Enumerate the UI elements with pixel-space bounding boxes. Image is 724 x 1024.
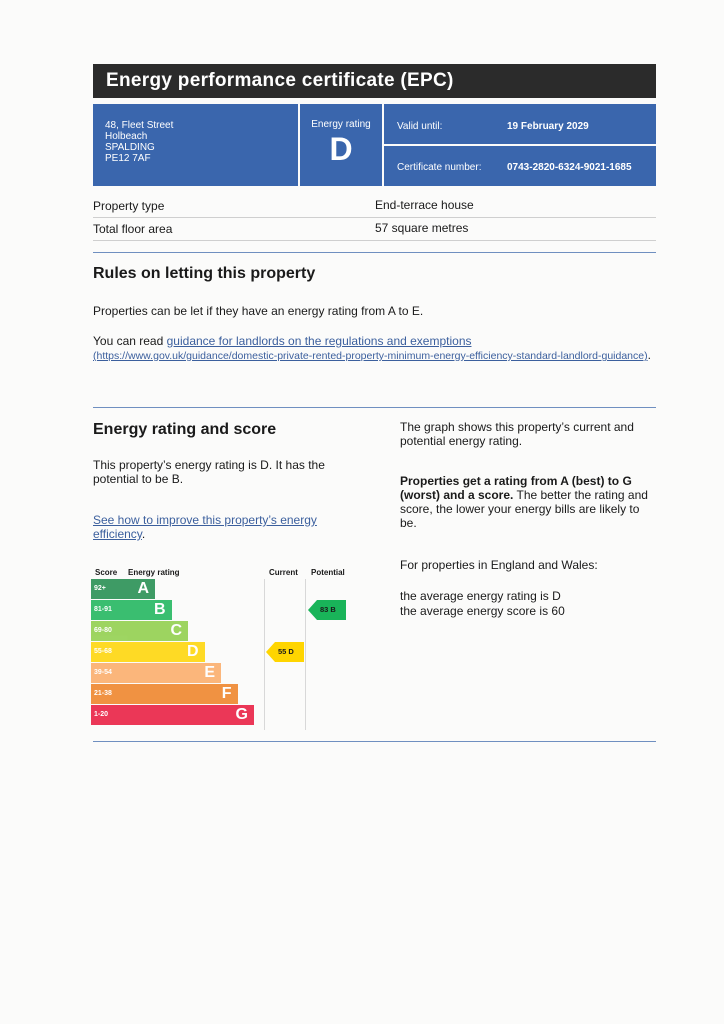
rating-heading: Energy rating and score bbox=[93, 421, 277, 438]
certificate-number-label: Certificate number: bbox=[397, 162, 482, 173]
chart-header-potential: Potential bbox=[311, 568, 345, 577]
address-line-1: 48, Fleet Street bbox=[105, 120, 174, 131]
floor-area-value: 57 square metres bbox=[375, 221, 469, 235]
property-type-label: Property type bbox=[93, 199, 165, 213]
chart-header-current: Current bbox=[269, 568, 298, 577]
divider bbox=[93, 252, 656, 253]
band-letter: C bbox=[170, 622, 182, 639]
rating-band-a bbox=[91, 579, 155, 599]
valid-until-box bbox=[384, 104, 656, 144]
letting-guidance-paragraph bbox=[93, 334, 653, 363]
arrow-label: 83 B bbox=[320, 605, 336, 614]
band-score-range: 92+ bbox=[94, 585, 106, 592]
rating-scale-rest: The better the rating and score, the lower your energy bills are likely to be. bbox=[400, 488, 648, 530]
band-score-range: 55-68 bbox=[94, 648, 112, 655]
address-block bbox=[93, 104, 298, 186]
guidance-link[interactable]: guidance for landlords on the regulations and exemptions bbox=[166, 334, 472, 348]
property-type-row bbox=[93, 194, 656, 218]
property-type-value: End-terrace house bbox=[375, 198, 474, 212]
rating-band-c bbox=[91, 621, 188, 641]
band-letter: G bbox=[235, 706, 248, 723]
energy-rating-label: Energy rating bbox=[311, 119, 371, 130]
rating-band-f bbox=[91, 684, 238, 704]
rating-band-g bbox=[91, 705, 254, 725]
average-score: the average energy score is 60 bbox=[400, 604, 565, 618]
letting-paragraph: Properties can be let if they have an energy rating from A to E. bbox=[93, 304, 424, 318]
certificate-number-box bbox=[384, 146, 656, 186]
band-letter: D bbox=[186, 643, 199, 660]
letting-heading: Rules on letting this property bbox=[93, 265, 316, 282]
graph-explanation: The graph shows this property’s current and potential energy rating. bbox=[400, 420, 634, 448]
improve-paragraph bbox=[93, 513, 355, 541]
potential-rating-arrow bbox=[308, 600, 346, 620]
floor-area-label: Total floor area bbox=[93, 222, 173, 236]
band-score-range: 1-20 bbox=[94, 711, 109, 718]
rating-scale-explanation bbox=[400, 474, 652, 530]
rating-band-b bbox=[91, 600, 172, 620]
band-letter: F bbox=[221, 685, 232, 702]
floor-area-row bbox=[93, 217, 656, 241]
certificate-number-value: 0743-2820-6324-9021-1685 bbox=[507, 162, 632, 173]
chart-header-rating: Energy rating bbox=[128, 568, 180, 577]
address-line-2: Holbeach bbox=[105, 131, 148, 142]
divider bbox=[93, 741, 656, 742]
rating-band-d bbox=[91, 642, 205, 662]
band-letter: B bbox=[153, 601, 166, 618]
band-letter: A bbox=[137, 580, 149, 597]
certificate-summary bbox=[93, 104, 656, 186]
energy-rating-box bbox=[300, 104, 382, 186]
average-rating: the average energy rating is D bbox=[400, 589, 561, 603]
address-postcode: PE12 7AF bbox=[105, 153, 151, 164]
page-title: Energy performance certificate (EPC) bbox=[93, 64, 656, 98]
valid-until-label: Valid until: bbox=[397, 121, 443, 132]
guidance-url-link[interactable]: (https://www.gov.uk/guidance/domestic-private-rented-property-minimum-energy-efficiency-standard-landlord-guidance) bbox=[93, 350, 648, 362]
rating-scale-bold: Properties get a rating from A (best) to G (worst) and a score. bbox=[400, 474, 632, 502]
band-score-range: 21-38 bbox=[94, 690, 112, 697]
band-score-range: 39-54 bbox=[94, 669, 112, 676]
chart-column-divider bbox=[305, 579, 306, 730]
band-letter: E bbox=[204, 664, 215, 681]
current-rating-arrow bbox=[266, 642, 304, 662]
improve-suffix: . bbox=[141, 527, 146, 541]
valid-until-value: 19 February 2029 bbox=[507, 121, 589, 132]
energy-rating-chart bbox=[91, 565, 351, 730]
guidance-suffix: . bbox=[647, 348, 651, 362]
band-score-range: 81-91 bbox=[94, 606, 112, 613]
chart-column-divider bbox=[264, 579, 265, 730]
chart-header-score: Score bbox=[95, 568, 118, 577]
rating-band-e bbox=[91, 663, 221, 683]
arrow-label: 55 D bbox=[278, 647, 294, 656]
divider bbox=[93, 407, 656, 408]
rating-paragraph: This property’s energy rating is D. It has the potential to be B. bbox=[93, 458, 325, 486]
guidance-prefix: You can read bbox=[93, 334, 167, 348]
energy-rating-letter: D bbox=[329, 131, 353, 167]
address-line-3: SPALDING bbox=[105, 142, 155, 153]
regional-intro: For properties in England and Wales: bbox=[400, 558, 598, 572]
improve-efficiency-link[interactable]: See how to improve this property’s energy efficiency bbox=[93, 513, 317, 541]
band-score-range: 69-80 bbox=[94, 627, 112, 634]
